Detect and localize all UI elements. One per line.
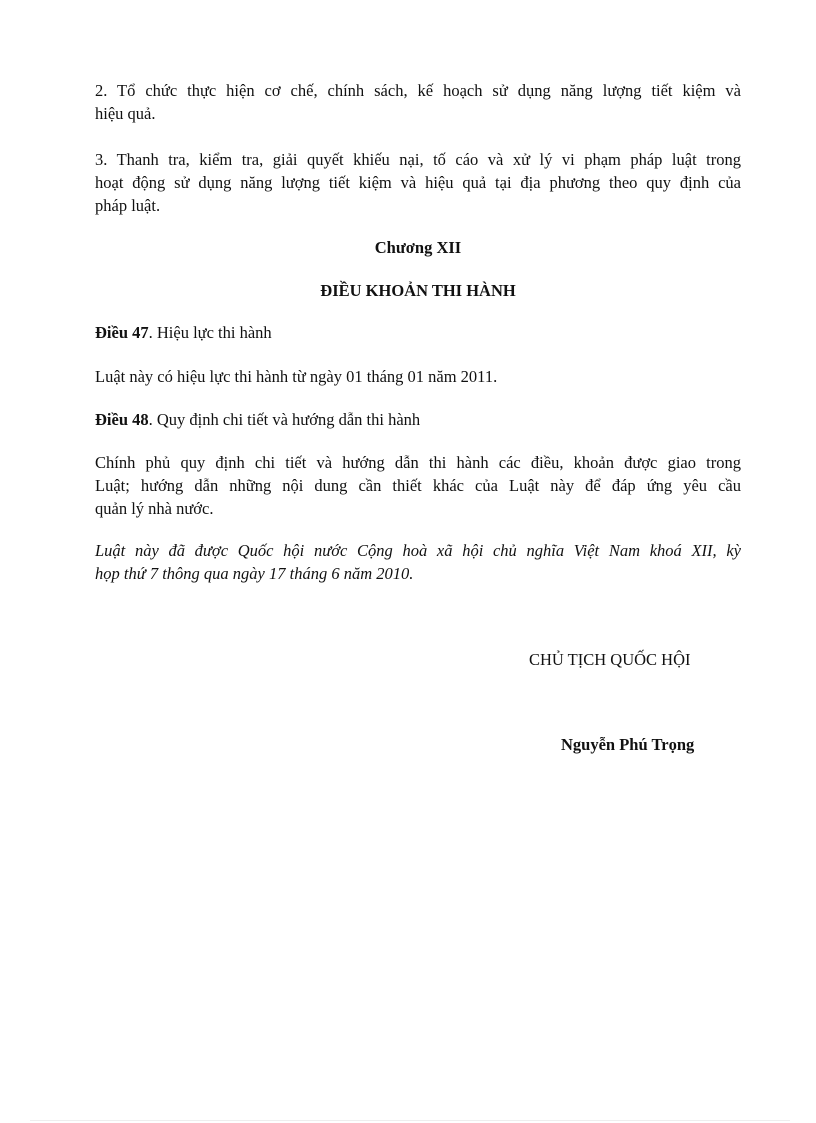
clause-3: [95, 148, 741, 217]
article-48-heading: [95, 408, 741, 431]
page-bottom-edge: [30, 1120, 790, 1121]
signature-name: Nguyễn Phú Trọng: [561, 735, 695, 754]
article-48-number: Điều 48: [95, 410, 149, 429]
clause-2-line-1: 2. Tổ chức thực hiện cơ chế, chính sách, kế hoạch sử dụng năng lượng tiết kiệm và: [95, 81, 741, 100]
adoption-statement: [95, 539, 741, 585]
signature-position: CHỦ TỊCH QUỐC HỘI: [529, 650, 691, 669]
clause-3-line-3: pháp luật.: [95, 196, 161, 215]
article-48-title: . Quy định chi tiết và hướng dẫn thi hành: [148, 410, 421, 429]
clause-3-line-2: hoạt động sử dụng năng lượng tiết kiệm và hiệu quả tại địa phương theo quy định của: [95, 173, 741, 192]
article-48-line-2: Luật; hướng dẫn những nội dung cần thiết khác của Luật này để đáp ứng yêu cầu: [95, 476, 741, 495]
chapter-title: ĐIỀU KHOẢN THI HÀNH: [320, 281, 516, 300]
adoption-line-2: họp thứ 7 thông qua ngày 17 tháng 6 năm 2010.: [95, 564, 414, 583]
clause-2: [95, 79, 741, 125]
clause-3-line-1: 3. Thanh tra, kiểm tra, giải quyết khiếu nại, tố cáo và xử lý vi phạm pháp luật trong: [95, 150, 741, 169]
chapter-number: Chương XII: [374, 238, 462, 257]
article-48-body: [95, 451, 741, 520]
article-48-line-1: Chính phủ quy định chi tiết và hướng dẫn thi hành các điều, khoản được giao trong: [95, 453, 741, 472]
adoption-line-1: Luật này đã được Quốc hội nước Cộng hoà xã hội chủ nghĩa Việt Nam khoá XII, kỳ: [95, 541, 741, 560]
article-47-body-text: Luật này có hiệu lực thi hành từ ngày 01 tháng 01 năm 2011.: [95, 367, 498, 386]
article-47-heading: [95, 321, 741, 344]
article-47-number: Điều 47: [95, 323, 149, 342]
article-48-line-3: quản lý nhà nước.: [95, 499, 214, 518]
article-47-body: [95, 365, 741, 388]
article-47-title: . Hiệu lực thi hành: [148, 323, 272, 342]
clause-2-line-2: hiệu quả.: [95, 104, 156, 123]
